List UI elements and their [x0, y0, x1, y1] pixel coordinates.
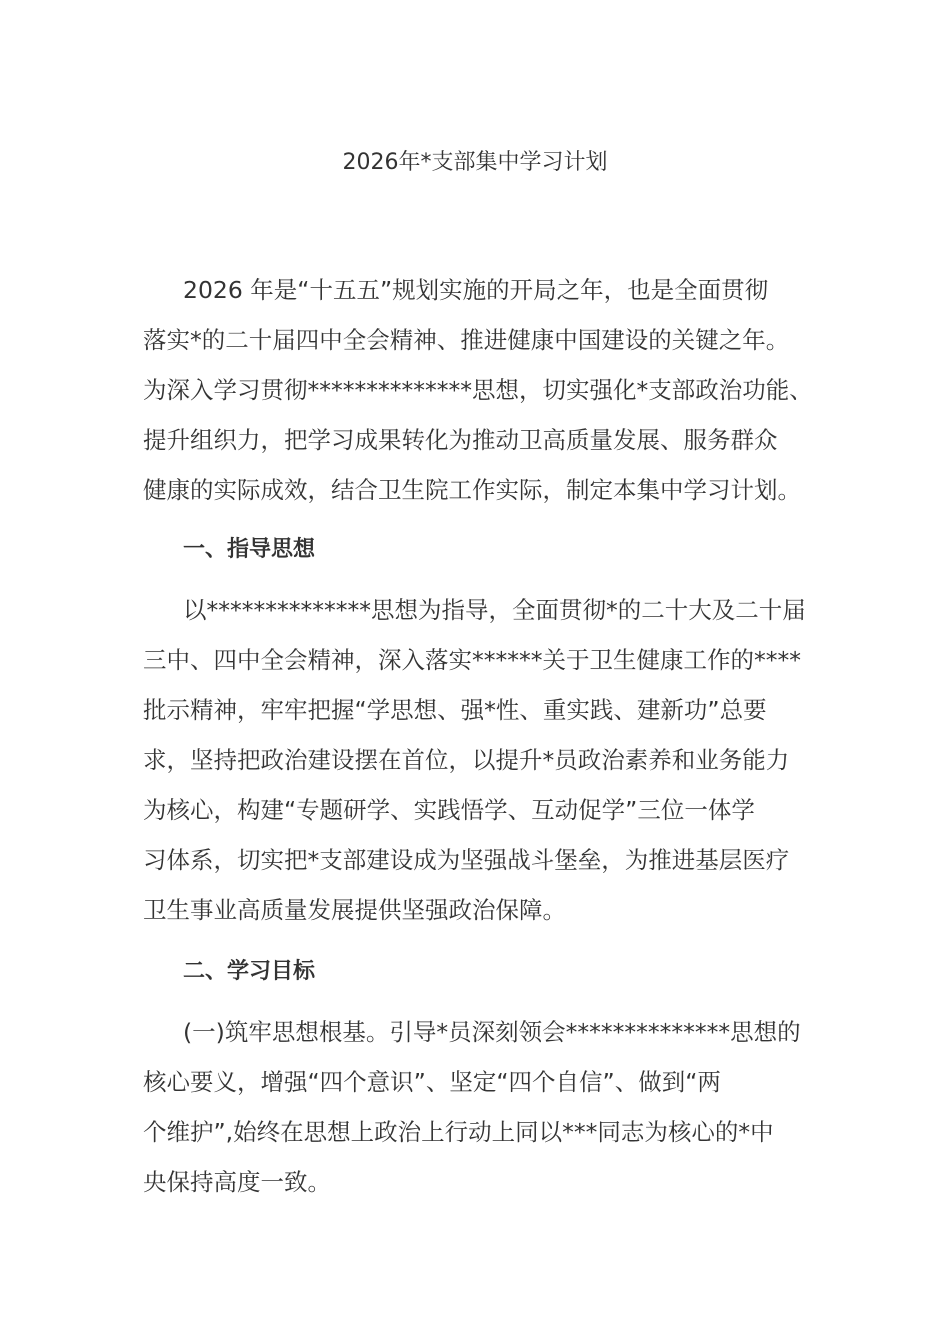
paragraph-line: 三中、四中全会精神，深入落实******关于卫生健康工作的**** [143, 646, 801, 674]
paragraph-line: 落实*的二十届四中全会精神、推进健康中国建设的关键之年。 [143, 326, 790, 354]
section-heading: 二、学习目标 [183, 959, 316, 984]
paragraph-line: 批示精神，牢牢把握“学思想、强*性、重实践、建新功”总要 [143, 696, 767, 724]
paragraph-line: 健康的实际成效，结合卫生院工作实际，制定本集中学习计划。 [143, 476, 801, 504]
paragraph-line: 为深入学习贯彻**************思想，切实强化*支部政治功能、 [143, 376, 813, 404]
intro-paragraph [143, 265, 843, 515]
paragraph-line: 核心要义，增强“四个意识”、坚定“四个自信”、做到“两 [143, 1068, 721, 1096]
section-2 [143, 947, 843, 997]
section-1 [143, 525, 843, 575]
section-heading: 一、指导思想 [183, 537, 316, 562]
section-1-paragraph [143, 585, 843, 935]
paragraph-line: 卫生事业高质量发展提供坚强政治保障。 [143, 896, 566, 924]
paragraph-line: 个维护”,始终在思想上政治上行动上同以***同志为核心的*中 [143, 1118, 774, 1146]
paragraph-line: 以**************思想为指导，全面贯彻*的二十大及二十届 [183, 596, 806, 624]
section-2-paragraph [143, 1007, 843, 1207]
paragraph-line: 为核心，构建“专题研学、实践悟学、互动促学”三位一体学 [143, 796, 755, 824]
paragraph-line: 求，坚持把政治建设摆在首位，以提升*员政治素养和业务能力 [143, 746, 790, 774]
paragraph-line: 2026 年是“十五五”规划实施的开局之年，也是全面贯彻 [183, 276, 769, 304]
paragraph-line: (一)筑牢思想根基。引导*员深刻领会**************思想的 [183, 1018, 801, 1046]
document-title: 2026年*支部集中学习计划 [342, 150, 608, 175]
paragraph-line: 习体系，切实把*支部建设成为坚强战斗堡垒，为推进基层医疗 [143, 846, 790, 874]
paragraph-line: 提升组织力，把学习成果转化为推动卫高质量发展、服务群众 [143, 426, 778, 454]
paragraph-line: 央保持高度一致。 [143, 1168, 331, 1196]
